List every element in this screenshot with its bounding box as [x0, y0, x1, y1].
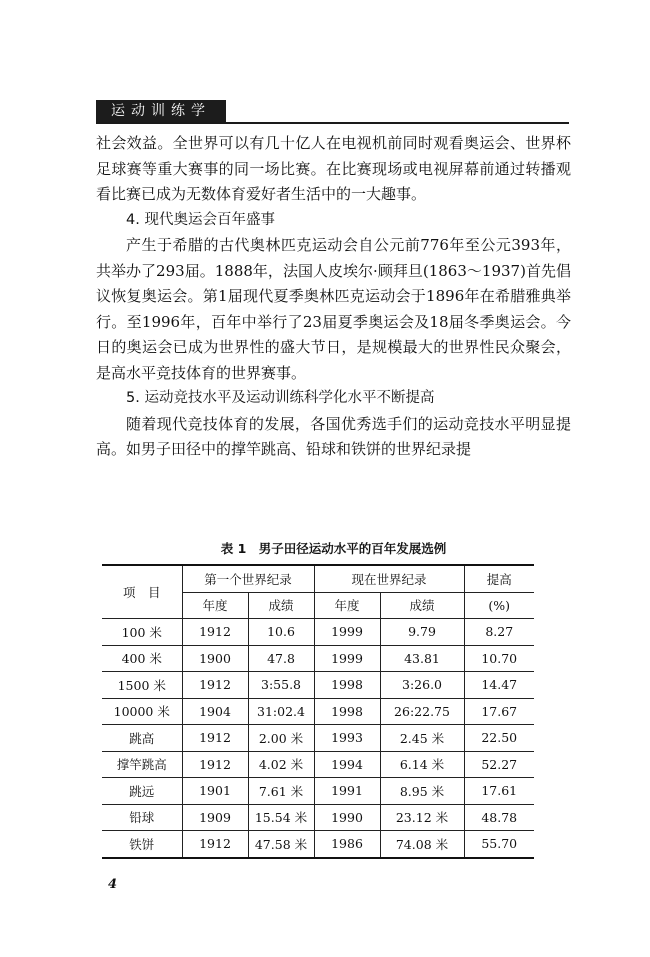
cell-first-year: 1912: [182, 619, 248, 646]
col-header-current-record: 现在世界纪录: [314, 565, 464, 592]
table-row: [102, 778, 534, 805]
cell-item: 10000 米: [102, 698, 182, 725]
cell-first-result: 10.6: [248, 619, 314, 646]
col-header-first-year: 年度: [182, 592, 248, 619]
cell-item: 铅球: [102, 804, 182, 831]
cell-current-year: 1998: [314, 698, 380, 725]
cell-improvement: 17.61: [464, 778, 534, 805]
col-header-first-result: 成绩: [248, 592, 314, 619]
col-header-improvement-unit: (%): [464, 592, 534, 619]
cell-current-result: 23.12 米: [380, 804, 464, 831]
cell-current-result: 3:26.0: [380, 672, 464, 699]
cell-current-year: 1999: [314, 645, 380, 672]
cell-first-result: 31:02.4: [248, 698, 314, 725]
cell-first-year: 1904: [182, 698, 248, 725]
table-row: [102, 645, 534, 672]
cell-item: 铁饼: [102, 831, 182, 858]
cell-improvement: 10.70: [464, 645, 534, 672]
table-row: [102, 725, 534, 752]
cell-first-result: 3:55.8: [248, 672, 314, 699]
cell-first-year: 1912: [182, 831, 248, 858]
page-number: 4: [108, 877, 118, 892]
cell-current-year: 1986: [314, 831, 380, 858]
cell-improvement: 17.67: [464, 698, 534, 725]
cell-improvement: 14.47: [464, 672, 534, 699]
cell-item: 1500 米: [102, 672, 182, 699]
chapter-tab: 运动训练学: [96, 100, 226, 122]
cell-improvement: 48.78: [464, 804, 534, 831]
cell-current-result: 26:22.75: [380, 698, 464, 725]
cell-improvement: 55.70: [464, 831, 534, 858]
cell-first-year: 1912: [182, 672, 248, 699]
cell-improvement: 8.27: [464, 619, 534, 646]
cell-first-result: 2.00 米: [248, 725, 314, 752]
cell-current-year: 1991: [314, 778, 380, 805]
section-heading-4: 4. 现代奥运会百年盛事: [126, 211, 275, 228]
cell-current-year: 1998: [314, 672, 380, 699]
cell-first-year: 1912: [182, 725, 248, 752]
table-row: [102, 619, 534, 646]
cell-improvement: 22.50: [464, 725, 534, 752]
section-heading-5: 5. 运动竞技水平及运动训练科学化水平不断提高: [126, 390, 435, 406]
cell-item: 100 米: [102, 619, 182, 646]
cell-first-year: 1900: [182, 645, 248, 672]
cell-improvement: 52.27: [464, 751, 534, 778]
cell-current-result: 6.14 米: [380, 751, 464, 778]
cell-first-result: 7.61 米: [248, 778, 314, 805]
cell-first-result: 47.58 米: [248, 831, 314, 858]
table-caption: 表 1 男子田径运动水平的百年发展选例: [220, 541, 447, 556]
paragraph-olympics: 产生于希腊的古代奥林匹克运动会自公元前776年至公元393年，共举办了293届。1888年，法国人皮埃尔·顾拜旦(1863～1937)首先倡议恢复奥运会。第1届现代夏季奥林匹克运动会于1896年在希腊雅典举行。至1996年，百年中举行了23届夏季奥运会及18届冬季奥运会。今日的奥运会已成为世界性的盛大节日，是规模最大的世界性民众聚会，是高水平竞技体育的世界赛事。: [96, 236, 571, 382]
cell-item: 撑竿跳高: [102, 751, 182, 778]
table-header-row: [102, 565, 534, 592]
cell-first-result: 4.02 米: [248, 751, 314, 778]
cell-current-year: 1994: [314, 751, 380, 778]
cell-current-result: 43.81: [380, 645, 464, 672]
running-header: [96, 100, 569, 124]
cell-first-year: 1909: [182, 804, 248, 831]
table-row: [102, 831, 534, 858]
cell-item: 跳高: [102, 725, 182, 752]
col-header-item: 项 目: [102, 565, 182, 619]
table-row: [102, 672, 534, 699]
cell-current-result: 8.95 米: [380, 778, 464, 805]
col-header-current-result: 成绩: [380, 592, 464, 619]
col-header-current-year: 年度: [314, 592, 380, 619]
cell-current-result: 2.45 米: [380, 725, 464, 752]
cell-first-result: 15.54 米: [248, 804, 314, 831]
col-header-improvement: 提高: [464, 565, 534, 592]
cell-current-result: 9.79: [380, 619, 464, 646]
paragraph-continued: 社会效益。全世界可以有几十亿人在电视机前同时观看奥运会、世界杯足球赛等重大赛事的同一场比赛。在比赛现场或电视屏幕前通过转播观看比赛已成为无数体育爱好者生活中的一大趣事。: [96, 134, 571, 203]
table-row: [102, 698, 534, 725]
records-table: [102, 564, 534, 859]
cell-item: 400 米: [102, 645, 182, 672]
col-header-first-record: 第一个世界纪录: [182, 565, 314, 592]
paragraph-level: 随着现代竞技体育的发展，各国优秀选手们的运动竞技水平明显提高。如男子田径中的撑竿跳高、铅球和铁饼的世界纪录提: [96, 414, 571, 458]
table-row: [102, 751, 534, 778]
body-text: [96, 131, 571, 463]
cell-first-year: 1912: [182, 751, 248, 778]
cell-current-result: 74.08 米: [380, 831, 464, 858]
cell-current-year: 1993: [314, 725, 380, 752]
cell-current-year: 1999: [314, 619, 380, 646]
table-row: [102, 804, 534, 831]
cell-first-result: 47.8: [248, 645, 314, 672]
cell-item: 跳远: [102, 778, 182, 805]
cell-current-year: 1990: [314, 804, 380, 831]
cell-first-year: 1901: [182, 778, 248, 805]
